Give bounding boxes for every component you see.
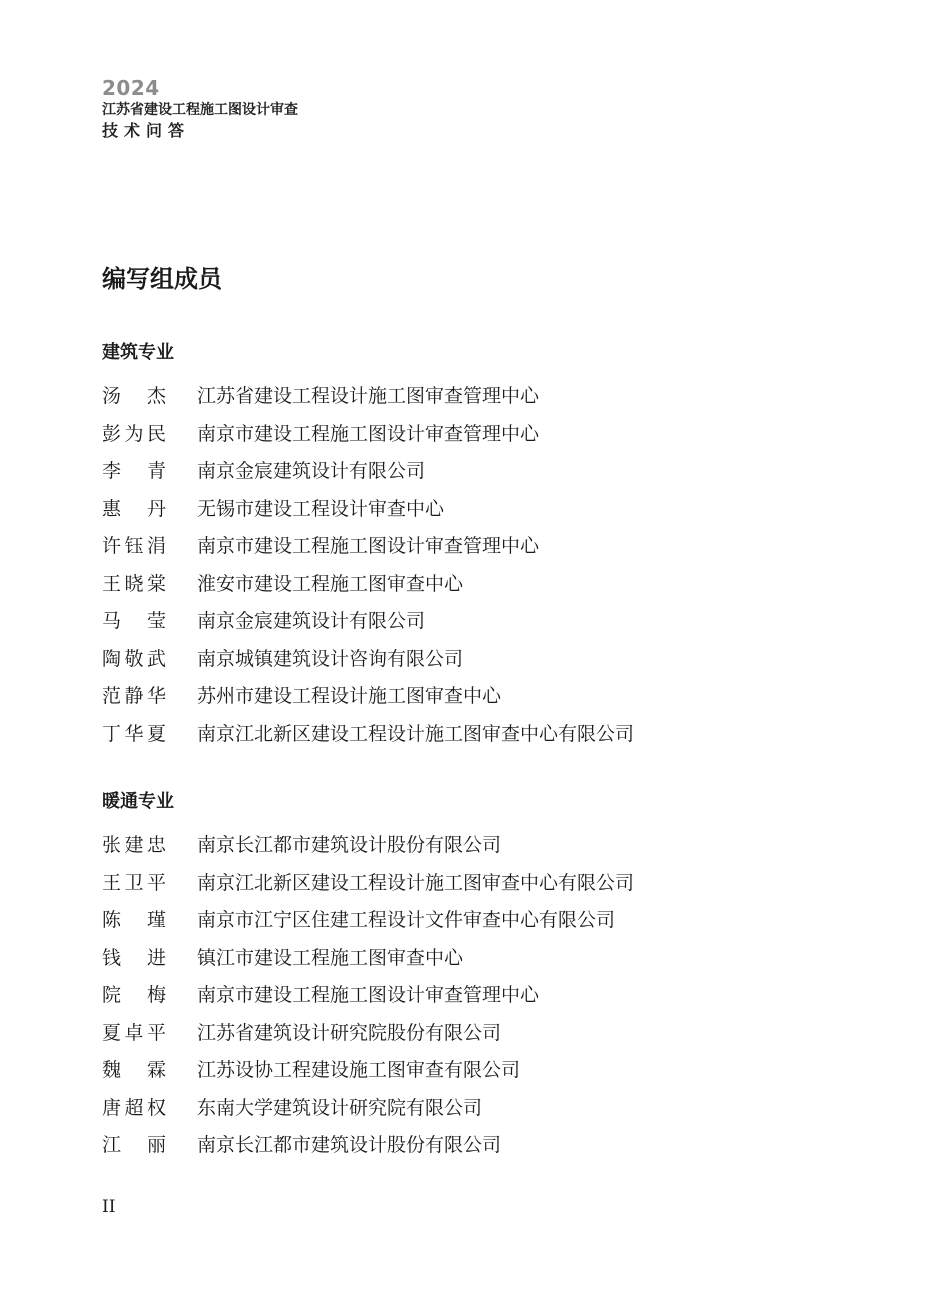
section-heading: 建筑专业 xyxy=(102,342,174,363)
member-organization: 南京市江宁区住建工程设计文件审查中心有限公司 xyxy=(197,909,616,932)
section-hvac xyxy=(102,788,634,1163)
member-name: 汤 杰 xyxy=(102,385,166,408)
member-row xyxy=(102,1013,634,1051)
member-name: 唐超权 xyxy=(102,1096,166,1119)
member-name: 陶敬武 xyxy=(102,647,166,670)
member-organization: 江苏省建筑设计研究院股份有限公司 xyxy=(197,1021,502,1044)
member-name: 魏 霖 xyxy=(102,1059,166,1082)
section-architecture xyxy=(102,339,634,751)
member-name: 王晓棠 xyxy=(102,572,166,595)
member-organization: 无锡市建设工程设计审查中心 xyxy=(197,497,445,520)
member-organization: 江苏设协工程建设施工图审查有限公司 xyxy=(197,1059,521,1082)
member-organization: 南京长江都市建筑设计股份有限公司 xyxy=(197,834,502,857)
member-name: 钱 进 xyxy=(102,946,166,969)
member-organization: 淮安市建设工程施工图审查中心 xyxy=(197,572,464,595)
header-book-title: 江苏省建设工程施工图设计审查 xyxy=(102,102,298,118)
member-organization: 南京金宸建筑设计有限公司 xyxy=(197,610,426,633)
member-organization: 镇江市建设工程施工图审查中心 xyxy=(197,946,464,969)
page-title: 编写组成员 xyxy=(102,265,222,293)
member-row xyxy=(102,526,634,564)
member-row xyxy=(102,1088,634,1126)
member-row xyxy=(102,1125,634,1163)
member-row xyxy=(102,676,634,714)
member-organization: 南京江北新区建设工程设计施工图审查中心有限公司 xyxy=(197,722,635,745)
member-name: 惠 丹 xyxy=(102,497,166,520)
member-row xyxy=(102,376,634,414)
member-name: 范静华 xyxy=(102,685,166,708)
member-name: 丁华夏 xyxy=(102,722,166,745)
member-row xyxy=(102,825,634,863)
member-organization: 苏州市建设工程设计施工图审查中心 xyxy=(197,685,502,708)
member-name: 夏卓平 xyxy=(102,1021,166,1044)
member-name: 马 莹 xyxy=(102,610,166,633)
member-row xyxy=(102,863,634,901)
member-row xyxy=(102,601,634,639)
member-name: 王卫平 xyxy=(102,871,166,894)
member-organization: 南京市建设工程施工图设计审查管理中心 xyxy=(197,984,540,1007)
member-name: 院 梅 xyxy=(102,984,166,1007)
member-row xyxy=(102,451,634,489)
member-row xyxy=(102,414,634,452)
member-name: 彭为民 xyxy=(102,422,166,445)
member-organization: 南京金宸建筑设计有限公司 xyxy=(197,460,426,483)
member-organization: 南京江北新区建设工程设计施工图审查中心有限公司 xyxy=(197,871,635,894)
member-row xyxy=(102,639,634,677)
member-organization: 南京市建设工程施工图设计审查管理中心 xyxy=(197,422,540,445)
member-organization: 江苏省建设工程设计施工图审查管理中心 xyxy=(197,385,540,408)
page-number: II xyxy=(102,1197,116,1217)
member-organization: 南京长江都市建筑设计股份有限公司 xyxy=(197,1134,502,1157)
running-header xyxy=(102,76,298,142)
header-year: 2024 xyxy=(102,76,160,100)
member-row xyxy=(102,714,634,752)
header-book-subtitle: 技术问答 xyxy=(102,121,191,140)
member-name: 许钰涓 xyxy=(102,535,166,558)
section-heading: 暖通专业 xyxy=(102,791,174,812)
member-name: 张建忠 xyxy=(102,834,166,857)
member-name: 江 丽 xyxy=(102,1134,166,1157)
member-name: 陈 瑾 xyxy=(102,909,166,932)
member-row xyxy=(102,975,634,1013)
member-row xyxy=(102,900,634,938)
member-organization: 南京城镇建筑设计咨询有限公司 xyxy=(197,647,464,670)
member-organization: 东南大学建筑设计研究院有限公司 xyxy=(197,1096,483,1119)
member-row xyxy=(102,1050,634,1088)
member-row xyxy=(102,564,634,602)
member-organization: 南京市建设工程施工图设计审查管理中心 xyxy=(197,535,540,558)
member-name: 李 青 xyxy=(102,460,166,483)
member-row xyxy=(102,489,634,527)
member-row xyxy=(102,938,634,976)
